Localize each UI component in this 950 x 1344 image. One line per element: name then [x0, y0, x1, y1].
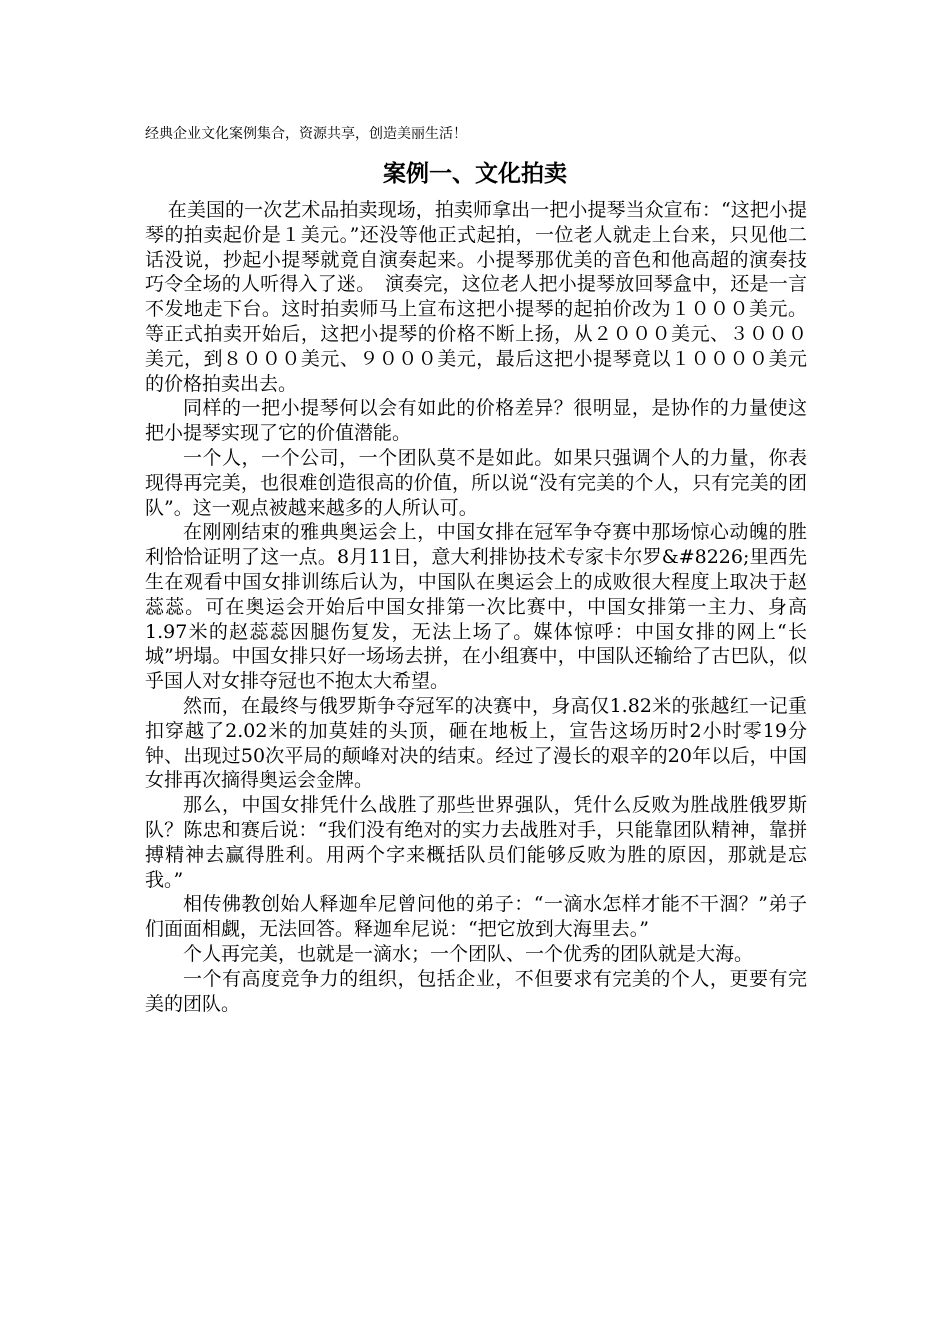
paragraph-price-difference: 同样的一把小提琴何以会有如此的价格差异？很明显，是协作的力量使这把小提琴实现了它的价值潜能。	[145, 397, 807, 445]
paragraph-final: 然而，在最终与俄罗斯争夺冠军的决赛中，身高仅1.82米的张越红一记重扣穿越了2.02米的加莫娃的头顶，砸在地板上，宣告这场历时2小时零19分钟、出现过50次平局的颠峰对决的结束。经过了漫长的艰辛的20年以后，中国女排再次摘得奥运会金牌。	[145, 694, 807, 792]
paragraph-drop-of-water: 个人再完美，也就是一滴水；一个团队、一个优秀的团队就是大海。	[183, 942, 754, 965]
paragraph-coach-quote: 那么，中国女排凭什么战胜了那些世界强队，凭什么反败为胜战胜俄罗斯队？陈忠和赛后说：“我们没有绝对的实力去战胜对手，只能靠团队精神，靠拼搏精神去赢得胜利。用两个字来概括队员们能够反败为胜的原因，那就是忘我。”	[145, 794, 807, 891]
paragraph-conclusion: 一个有高度竞争力的组织，包括企业，不但要求有完美的个人，更要有完美的团队。	[145, 967, 807, 1015]
paragraph-auction: 在美国的一次艺术品拍卖现场，拍卖师拿出一把小提琴当众宣布：“这把小提琴的拍卖起价是１美元。”还没等他正式起拍，一位老人就走上台来，只见他二话没说，抄起小提琴就竟自演奏起来。小提琴那优美的音色和他高超的演奏技巧令全场的人听得入了迷。 演奏完，这位老人把小提琴放回琴盒中，还是一言不发地走下台。这时拍卖师马上宣布这把小提琴的起拍价改为１０００美元。等正式拍卖开始后，这把小提琴的价格不断上扬，从２０００美元、３０００美元，到８０００美元、９０００美元，最后这把小提琴竟以１００００美元的价格拍卖出去。	[145, 199, 807, 395]
page-title: 案例一、文化拍卖	[383, 161, 567, 187]
page-header: 经典企业文化案例集合，资源共享，创造美丽生活！	[145, 126, 467, 142]
paragraph-team: 一个人，一个公司，一个团队莫不是如此。如果只强调个人的力量，你表现得再完美，也很难创造很高的价值，所以说“没有完美的个人，只有完美的团队”。这一观点被越来越多的人所认可。	[145, 446, 807, 519]
document-body	[145, 198, 807, 1016]
paragraph-buddha: 相传佛教创始人释迦牟尼曾问他的弟子：“一滴水怎样才能不干涸？”弟子们面面相觑，无法回答。释迦牟尼说：“把它放到大海里去。”	[145, 893, 807, 941]
paragraph-volleyball: 在刚刚结束的雅典奥运会上，中国女排在冠军争夺赛中那场惊心动魄的胜利恰恰证明了这一点。8月11日，意大利排协技术专家卡尔罗&#8226;里西先生在观看中国女排训练后认为，中国队在奥运会上的成败很大程度上取决于赵蕊蕊。可在奥运会开始后中国女排第一次比赛中，中国女排第一主力、身高1.97米的赵蕊蕊因腿伤复发，无法上场了。媒体惊呼：中国女排的网上“长城”坍塌。中国女排只好一场场去拼，在小组赛中，中国队还输给了古巴队，似乎国人对女排夺冠也不抱太大希望。	[145, 521, 807, 693]
